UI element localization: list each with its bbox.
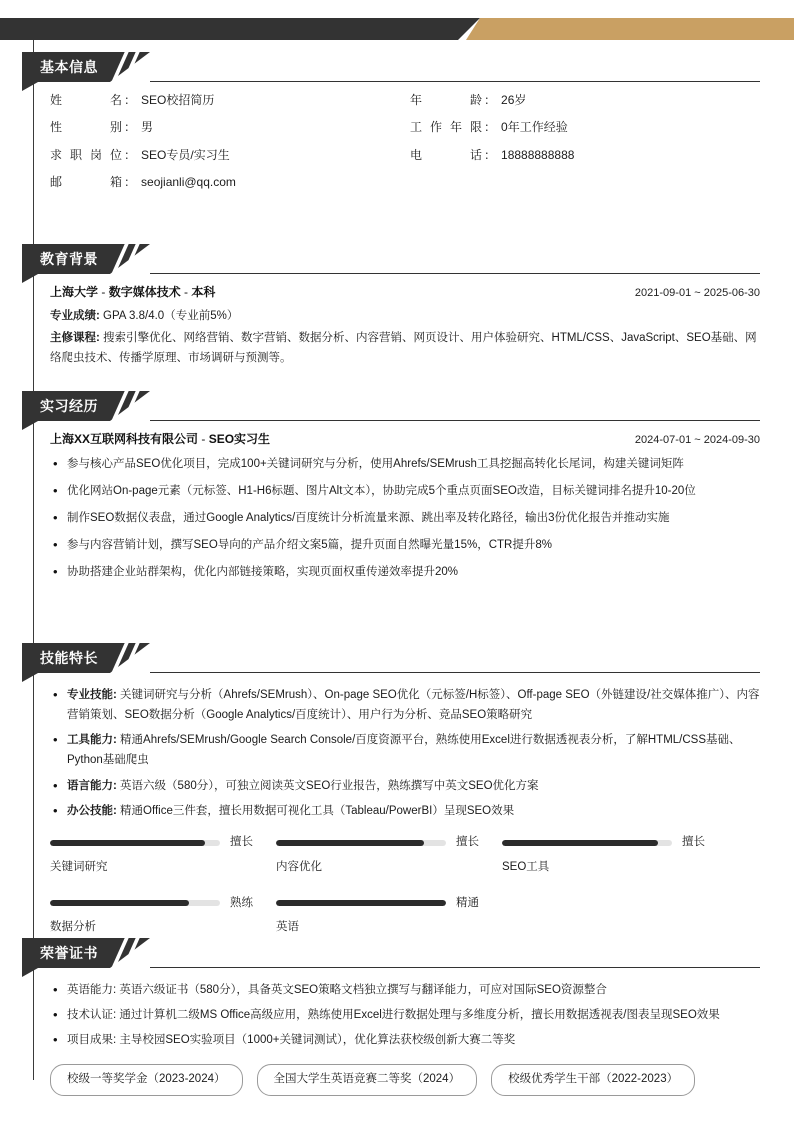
honors-bullet-list [50, 980, 760, 1050]
info-label: 年龄 [410, 93, 482, 107]
info-value: SEO专员/实习生 [141, 147, 230, 162]
info-label: 电话 [410, 147, 482, 162]
info-colon: ： [484, 147, 497, 162]
skill-value: 关键词研究与分析（Ahrefs/SEMrush）、On-page SEO优化（元标签/H标签）、Off-page SEO（外链建设/社交媒体推广）、内容营销策划、SEO数据分析（Google Analytics/百度统计）、用户行为分析、竞品SEO策略研究 [67, 689, 760, 722]
info-colon: ： [124, 120, 137, 135]
section-tag-notch [22, 421, 38, 430]
bar-top [50, 837, 276, 849]
top-banner-dark-bar [0, 18, 480, 40]
info-field-phone [410, 145, 760, 165]
bar-track [276, 900, 446, 906]
info-value: 26岁 [501, 93, 527, 107]
bar-name-label: 内容优化 [276, 860, 322, 873]
bar-fill [276, 900, 446, 906]
list-item: • 参与核心产品SEO优化项目，完成100+关键词研究与分析，使用Ahrefs/SEMrush工具挖掘高转化长尾词，构建关键词矩阵 [50, 454, 760, 474]
skill-label: 办公技能: [67, 804, 117, 817]
info-field-email [50, 172, 410, 192]
section-header-education [22, 244, 150, 274]
award-pill-list [50, 1064, 760, 1096]
skill-bar-english [276, 897, 502, 938]
info-label: 邮箱 [50, 175, 122, 190]
skill-value: 英语六级（580分），可独立阅读英文SEO行业报告，熟练撰写中英文SEO优化方案 [120, 779, 539, 792]
info-label: 工作年限 [410, 120, 482, 135]
info-colon: ： [124, 93, 137, 107]
skill-bar-content-optimization [276, 837, 502, 878]
honors-body [50, 976, 760, 1096]
bar-top [276, 897, 502, 909]
major-name: 数字媒体技术 [108, 285, 181, 299]
info-colon: ： [484, 93, 497, 107]
bar-level-label: 擅长 [230, 835, 253, 848]
list-item [50, 730, 760, 770]
info-label: 性别 [50, 120, 122, 135]
info-field-name [50, 90, 410, 110]
internship-entry-head [50, 429, 760, 450]
bar-level-label: 擅长 [456, 835, 479, 848]
info-field-gender [50, 117, 410, 137]
section-basic-info [0, 52, 794, 190]
award-pill: 校级一等奖学金（2023-2024） [50, 1064, 243, 1096]
section-title: 教育背景 [40, 251, 98, 267]
degree-name: 本科 [191, 285, 216, 299]
info-value: 0年工作经验 [501, 120, 568, 135]
left-spine-line [33, 40, 34, 1080]
internship-date: 2024-07-01 ~ 2024-09-30 [634, 434, 760, 446]
section-tag-notch [22, 968, 38, 977]
gpa-value: GPA 3.8/4.0（专业前5%） [103, 309, 239, 322]
skill-bar-data-analysis [50, 897, 276, 938]
school-name: 上海大学 [50, 285, 99, 299]
bar-level-label: 擅长 [682, 835, 705, 848]
skill-bars [50, 837, 760, 938]
separator: - [198, 432, 209, 446]
section-tag-notch [22, 673, 38, 682]
education-entry-head [50, 282, 760, 303]
bar-track [276, 840, 446, 846]
skill-bar-keyword-research [50, 837, 276, 878]
basic-info-body [50, 90, 760, 193]
skill-bar-empty [502, 897, 728, 938]
skills-bullet-list [50, 685, 760, 821]
section-rule [150, 672, 760, 673]
bar-name-label: SEO工具 [502, 860, 550, 873]
role-name: SEO实习生 [208, 432, 271, 446]
skills-body [50, 681, 760, 958]
education-gpa-line [50, 307, 760, 327]
skill-label: 专业技能: [67, 689, 117, 701]
skill-label: 语言能力: [67, 779, 117, 792]
separator: - [98, 285, 109, 299]
education-body [50, 282, 760, 371]
education-courses-line [50, 329, 760, 368]
skill-bar-row [50, 837, 760, 878]
section-title: 基本信息 [40, 59, 98, 75]
top-banner-gold-bar [466, 18, 794, 40]
section-header-skills [22, 643, 150, 673]
section-title: 技能特长 [40, 650, 98, 666]
internship-body [50, 429, 760, 589]
award-pill: 校级优秀学生干部（2022-2023） [491, 1064, 695, 1096]
info-value: 男 [141, 120, 154, 135]
section-rule [150, 81, 760, 82]
info-field-position [50, 145, 410, 165]
section-header-honors [22, 938, 150, 968]
top-banner [0, 18, 794, 40]
basic-info-grid [50, 90, 760, 193]
info-field-work-years [410, 117, 760, 137]
list-item: • 制作SEO数据仪表盘，通过Google Analytics/百度统计分析流量来源、跳出率及转化路径，输出3份优化报告并推动实施 [50, 508, 760, 528]
bar-name-label: 英语 [276, 921, 299, 934]
list-item: • 参与内容营销计划，撰写SEO导向的产品介绍文案5篇，提升页面自然曝光量15%，CTR提升8% [50, 535, 760, 555]
section-education [0, 244, 794, 364]
bar-fill [502, 840, 658, 846]
bar-top [502, 837, 728, 849]
section-tag-notch [22, 274, 38, 283]
section-title: 实习经历 [40, 398, 98, 414]
bar-level-label: 熟练 [230, 896, 253, 909]
info-value: 18888888888 [501, 147, 575, 162]
section-honors [0, 938, 794, 1086]
info-colon: ： [484, 120, 497, 135]
courses-value: 搜索引擎优化、网络营销、数字营销、数据分析、内容营销、网页设计、用户体验研究、HTML/CSS、JavaScript、SEO基础、网络爬虫技术、传播学原理、市场调研与预测等。 [50, 332, 757, 364]
skill-label: 工具能力: [67, 734, 117, 747]
bar-track [50, 840, 220, 846]
skill-value: 精通Office三件套，擅长用数据可视化工具（Tableau/PowerBI）呈现SEO效果 [120, 804, 515, 817]
bar-top [276, 837, 502, 849]
list-item [50, 685, 760, 725]
bar-name-label: 关键词研究 [50, 860, 108, 873]
internship-entry-title [50, 429, 270, 449]
section-tag-notch [22, 82, 38, 91]
bar-top [50, 897, 276, 909]
section-title: 荣誉证书 [40, 945, 98, 961]
info-field-age [410, 90, 760, 110]
info-label: 姓名 [50, 93, 122, 107]
info-value: SEO校招简历 [141, 93, 215, 107]
gpa-label: 专业成绩: [50, 309, 100, 322]
skill-bar-row [50, 897, 760, 938]
skill-value: 精通Ahrefs/SEMrush/Google Search Console/百度资源平台，熟练使用Excel进行数据透视表分析，了解HTML/CSS基础、Python基础爬虫 [67, 734, 741, 767]
bar-fill [276, 840, 424, 846]
list-item: • 协助搭建企业站群架构，优化内部链接策略，实现页面权重传递效率提升20% [50, 562, 760, 582]
separator: - [180, 285, 192, 299]
list-item [50, 776, 760, 796]
list-item: • 技术认证: 通过计算机二级MS Office高级应用，熟练使用Excel进行数据处理与多维度分析，擅长用数据透视表/图表呈现SEO效果 [50, 1005, 760, 1025]
section-header-basic [22, 52, 150, 82]
list-item: • 优化网站On-page元素（元标签、H1-H6标题、图片Alt文本），协助完成5个重点页面SEO改造，目标关键词排名提升10-20位 [50, 481, 760, 501]
bar-name-label: 数据分析 [50, 921, 96, 934]
list-item: • 项目成果: 主导校园SEO实验项目（1000+关键词测试），优化算法获校级创新大赛二等奖 [50, 1030, 760, 1050]
bar-fill [50, 840, 205, 846]
company-name: 上海XX互联网科技有限公司 [50, 432, 199, 446]
education-entry-title [50, 282, 215, 302]
list-item [50, 801, 760, 821]
info-colon: ： [124, 175, 137, 190]
section-rule [150, 967, 760, 968]
bar-track [502, 840, 672, 846]
education-date: 2021-09-01 ~ 2025-06-30 [634, 287, 760, 299]
info-value: seojianli@qq.com [141, 175, 236, 190]
internship-bullet-list [50, 454, 760, 583]
bar-track [50, 900, 220, 906]
bar-level-label: 精通 [456, 896, 479, 909]
section-rule [150, 420, 760, 421]
courses-label: 主修课程: [50, 332, 100, 345]
bar-fill [50, 900, 189, 906]
list-item: • 英语能力: 英语六级证书（580分），具备英文SEO策略文档独立撰写与翻译能力，可应对国际SEO资源整合 [50, 980, 760, 1000]
award-pill: 全国大学生英语竞赛二等奖（2024） [257, 1064, 478, 1096]
info-colon: ： [124, 147, 137, 162]
info-label: 求职岗位 [50, 147, 122, 162]
section-rule [150, 273, 760, 274]
section-internship [0, 391, 794, 579]
section-header-internship [22, 391, 150, 421]
skill-bar-seo-tools [502, 837, 728, 878]
info-spacer [410, 172, 760, 192]
section-skills [0, 643, 794, 934]
